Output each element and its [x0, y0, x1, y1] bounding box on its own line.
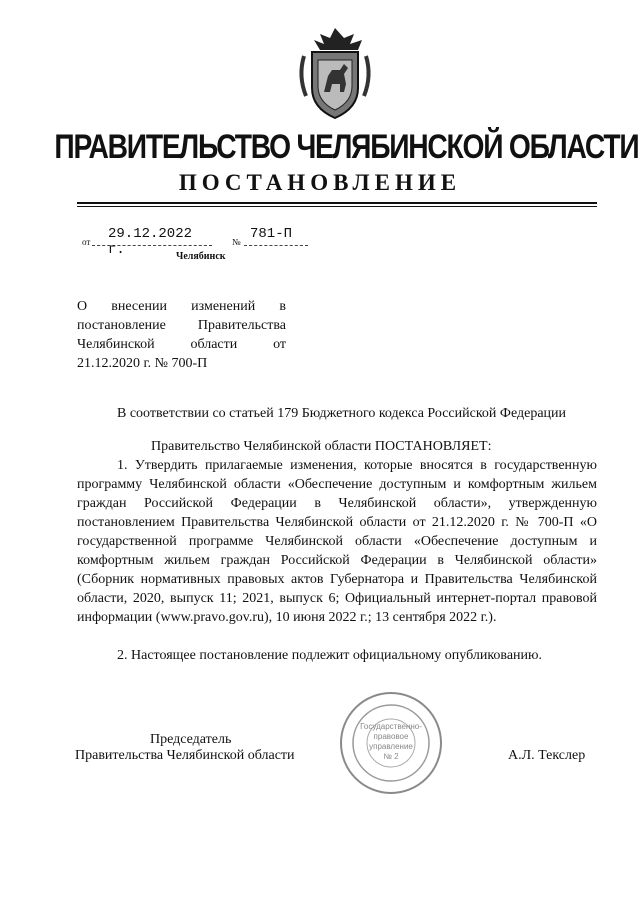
stamp-text-4: № 2 — [383, 752, 399, 761]
stamp-text-1: Государственно- — [360, 722, 422, 731]
official-stamp — [338, 690, 444, 796]
header-divider-thin — [77, 206, 597, 207]
document-type: ПОСТАНОВЛЕНИЕ — [178, 170, 462, 195]
body-paragraph-item-2: 2. Настоящее постановление подлежит официальному опубликованию. — [117, 648, 542, 663]
signer-position-line1: Председатель — [150, 732, 232, 747]
document-number: 781-П — [244, 226, 308, 246]
number-prefix: № — [232, 237, 241, 247]
stamp-text-2: правовое — [373, 732, 409, 741]
signer-name: А.Л. Текслер — [508, 748, 586, 763]
government-title: ПРАВИТЕЛЬСТВО ЧЕЛЯБИНСКОЙ ОБЛАСТИ — [54, 128, 639, 166]
body-paragraph-item-1: 1. Утвердить прилагаемые изменения, которые вносятся в государственную программу Челябинской области «Обеспечение доступным и комфортным жильем граждан Российской Федерации в Челябинской области», утвержденную постановлением Правительства Челябинской области от 21.12.2020 г. № 700-П «О государственной программе Челябинской области «Обеспечение доступным и комфортным жильем граждан Российской Федерации в Челябинской области» (Сборник нормативных правовых актов Губернатора и Правительства Челябинской области, 2020, выпуск 11; 2021, выпуск 6; Официальный интернет-портал правовой информации (www.pravo.gov.ru), 10 июня 2022 г.; 13 сентября 2022 г.). — [77, 458, 597, 625]
body-paragraph-resolves: Правительство Челябинской области ПОСТАНОВЛЯЕТ: — [151, 439, 492, 454]
signer-position-line2: Правительства Челябинской области — [75, 748, 295, 763]
stamp-text-3: управление — [369, 742, 413, 751]
document-city: Челябинск — [176, 251, 226, 262]
document-subject: О внесении изменений в постановление Правительства Челябинской области от 21.12.2020 г. № 700-П — [77, 299, 286, 371]
date-prefix: от — [82, 237, 91, 247]
body-paragraph-preamble: В соответствии со статьей 179 Бюджетного кодекса Российской Федерации — [117, 406, 567, 421]
coat-of-arms — [292, 26, 378, 120]
document-date: 29.12.2022 г. — [92, 226, 212, 246]
header-divider — [77, 202, 597, 204]
